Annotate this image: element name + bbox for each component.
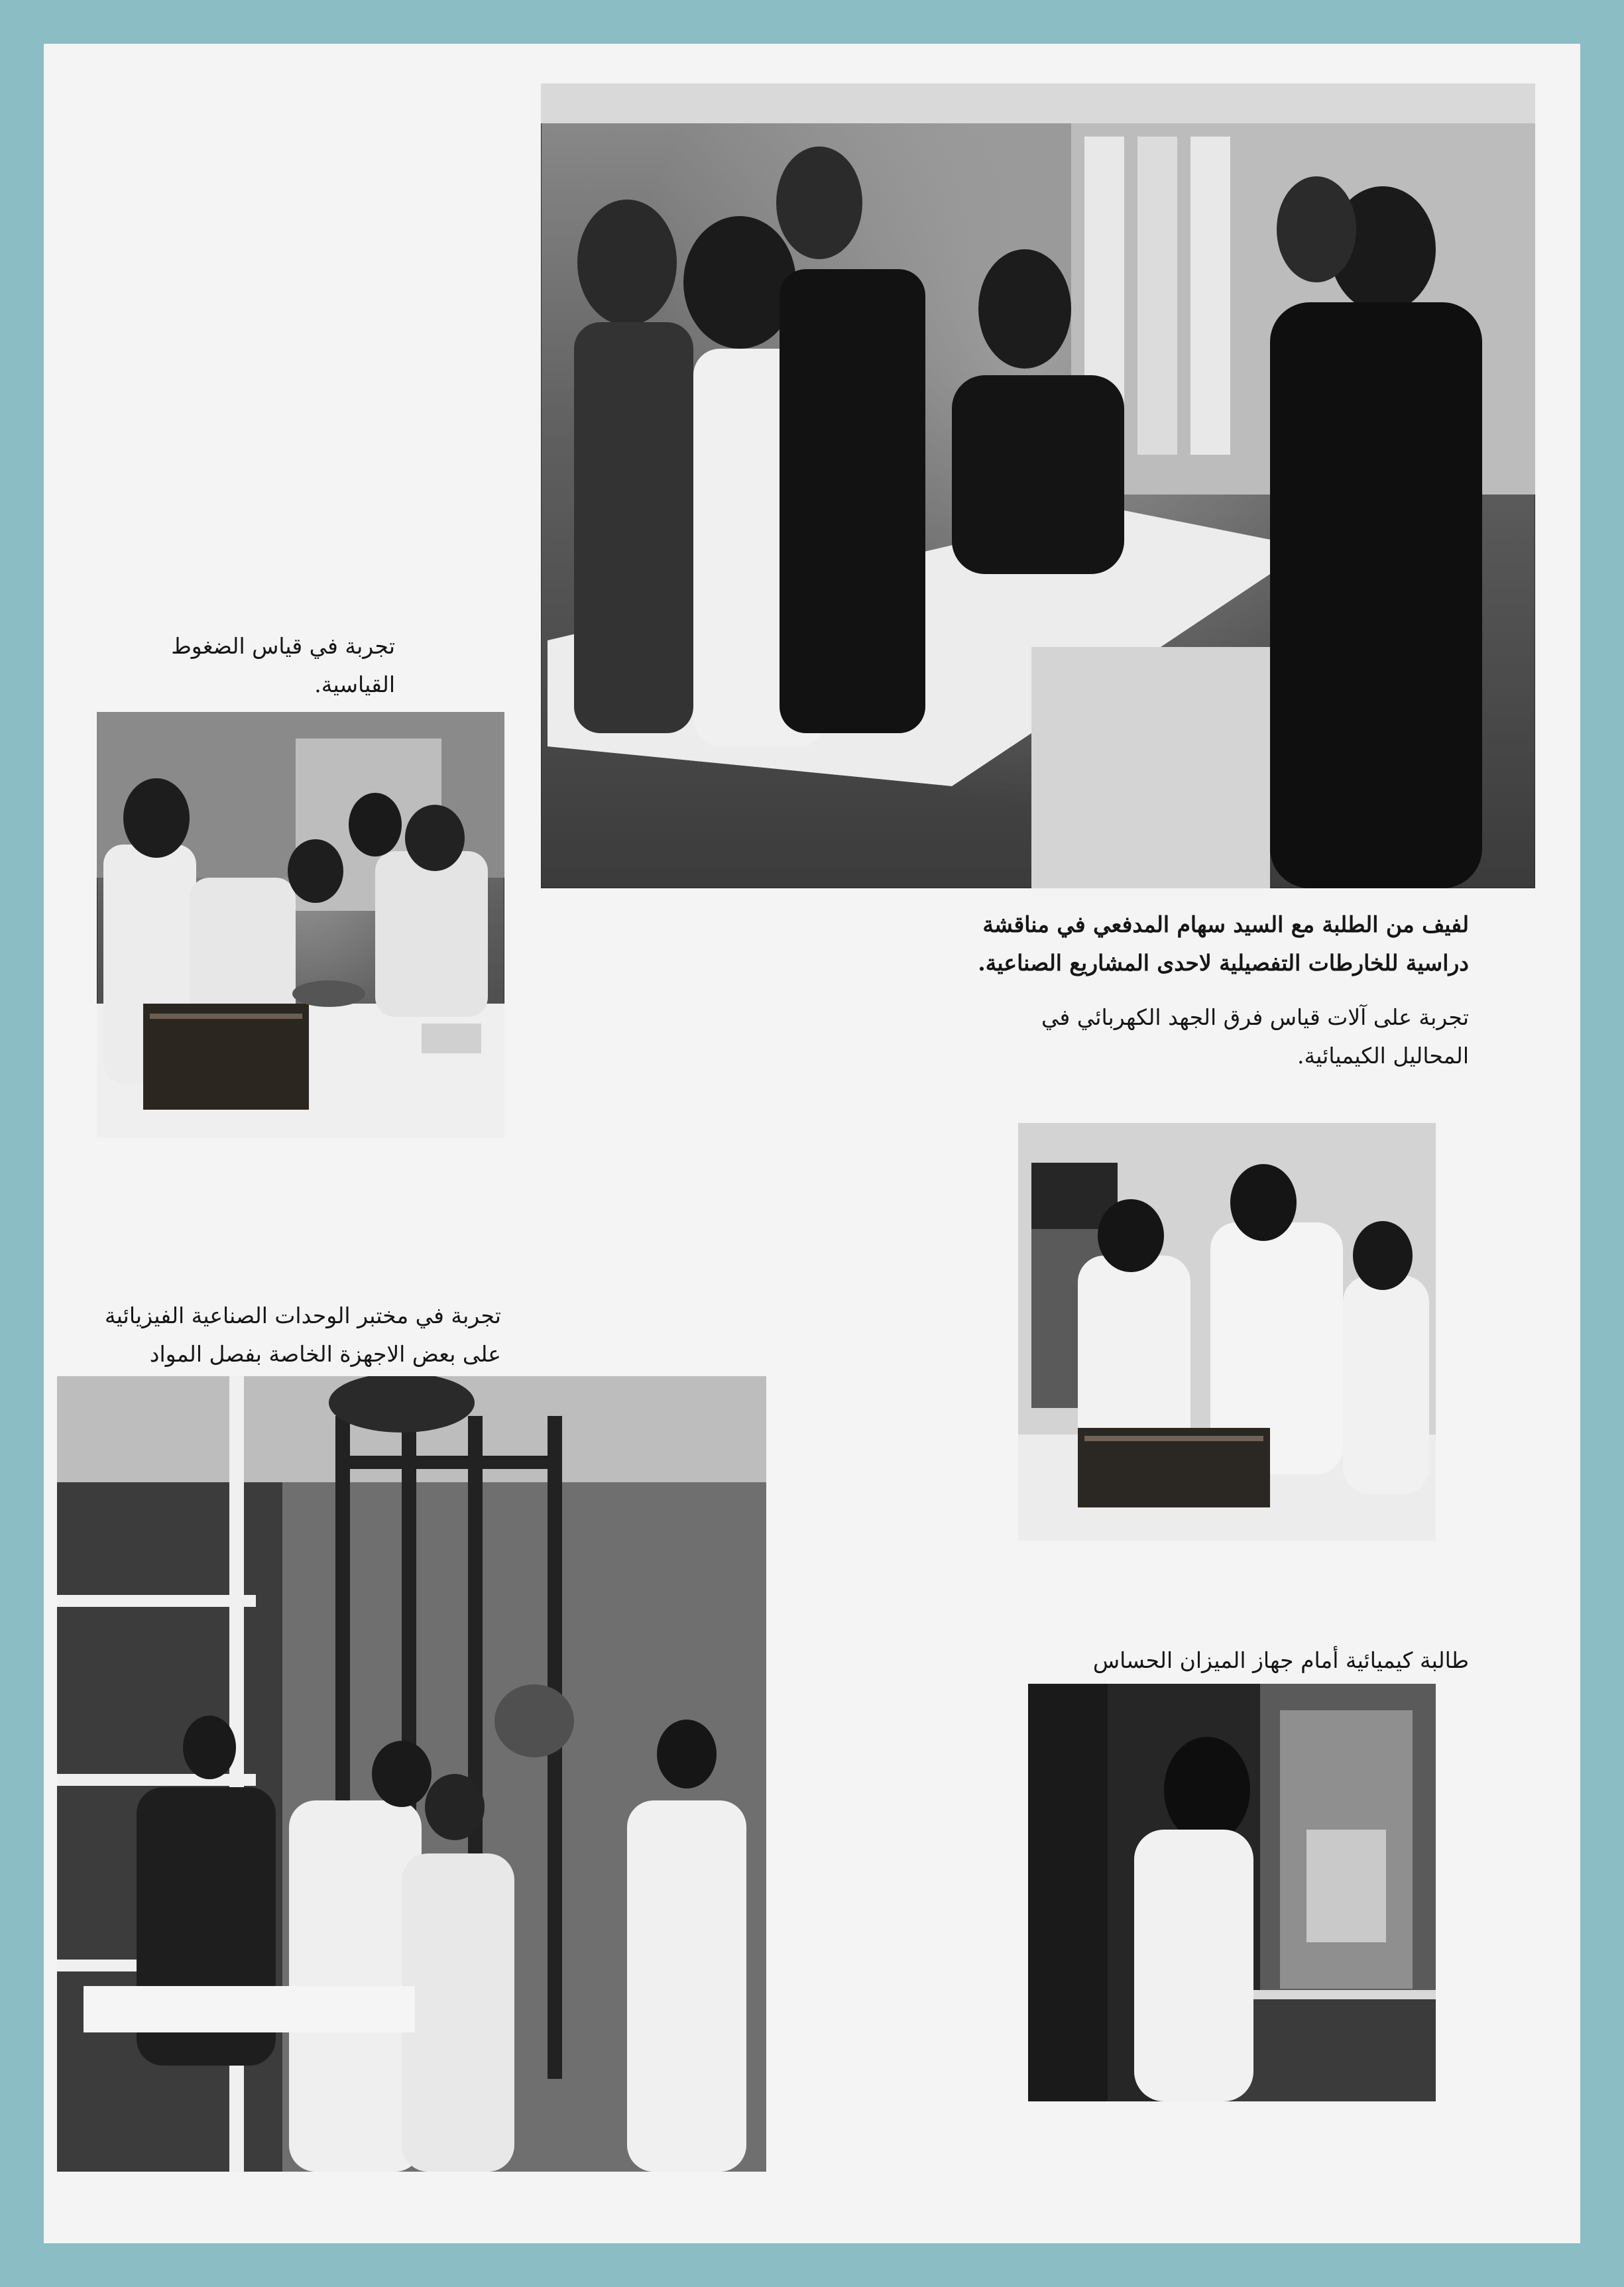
caption-pressure-measurement: تجربة في قياس الضغوط القياسية.	[171, 633, 395, 697]
caption-physical-units-lab: تجربة في مختبر الوحدات الصناعية الفيزيائية على بعض الاجهزة الخاصة بفصل المواد	[105, 1303, 501, 1367]
caption-voltage-experiment: تجربة على آلات قياس فرق الجهد الكهربائي في المحاليل الكيميائية.	[1041, 1004, 1469, 1069]
document-page	[44, 44, 1580, 2243]
caption-main-discussion: لفيف من الطلبة مع السيد سهام المدفعي في مناقشة دراسية للخارطات التفصيلية لاحدى المشاريع الصناعية.	[978, 911, 1469, 976]
caption-sensitive-balance: طالبة كيميائية أمام جهاز الميزان الحساس	[1092, 1647, 1469, 1673]
voltage-measurement-lab-photo	[1018, 1123, 1436, 1541]
students-studying-blueprints-photo	[541, 84, 1535, 888]
student-at-balance-photo	[1028, 1684, 1436, 2101]
physical-units-laboratory-photo	[57, 1376, 766, 2172]
pressure-measurement-lab-photo	[97, 712, 504, 1138]
